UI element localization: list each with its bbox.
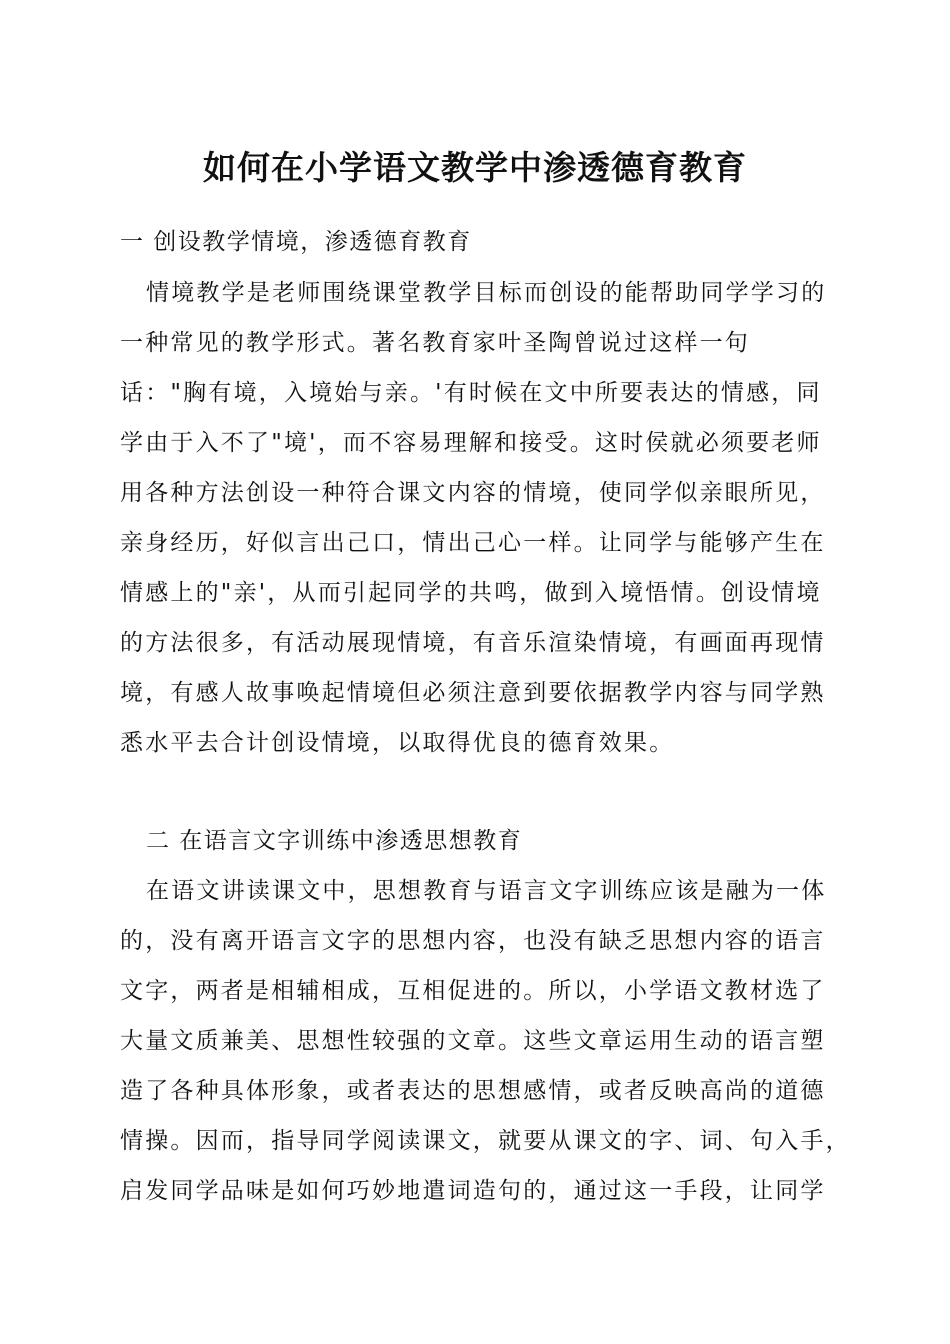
paragraph-line: 造了各种具体形象，或者表达的思想感情，或者反映高尚的道德 — [120, 1078, 826, 1104]
paragraph-line: 大量文质兼美、思想性较强的文章。这些文章运用生动的语言塑 — [120, 1028, 826, 1054]
paragraph-line: 用各种方法创设一种符合课文内容的情境，使同学似亲眼所见， — [120, 480, 826, 506]
paragraph-line: 的，没有离开语言文字的思想内容，也没有缺乏思想内容的语言 — [120, 928, 826, 954]
paragraph-line: 在语文讲读课文中，思想教育与语言文字训练应该是融为一体 — [146, 878, 827, 904]
section-heading-1: 一 创设教学情境，渗透德育教育 — [120, 229, 472, 255]
paragraph-line: 情境教学是老师围绕课堂教学目标而创设的能帮助同学学习的 — [146, 280, 827, 306]
section-heading-2: 二 在语言文字训练中渗透思想教育 — [146, 828, 523, 854]
paragraph-line: 情操。因而，指导同学阅读课文，就要从课文的字、词、句入手， — [120, 1128, 851, 1154]
paragraph-line: 的方法很多，有活动展现情境，有音乐渲染情境，有画面再现情 — [120, 630, 826, 656]
paragraph-line: 一种常见的教学形式。著名教育家叶圣陶曾说过这样一句 — [120, 330, 750, 356]
paragraph-line: 情感上的"亲'，从而引起同学的共鸣，做到入境悟情。创设情境 — [120, 580, 822, 606]
paragraph-line: 话："胸有境，入境始与亲。'有时候在文中所要表达的情感，同 — [120, 380, 822, 406]
paragraph-line: 境，有感人故事唤起情境但必须注意到要依据教学内容与同学熟 — [120, 680, 826, 706]
paragraph-line: 学由于入不了"境'，而不容易理解和接受。这时侯就必须要老师 — [120, 430, 822, 456]
paragraph-line: 启发同学品味是如何巧妙地遣词造句的，通过这一手段，让同学 — [120, 1178, 826, 1204]
paragraph-line: 亲身经历，好似言出己口，情出己心一样。让同学与能够产生在 — [120, 530, 826, 556]
page-title: 如何在小学语文教学中渗透德育教育 — [203, 148, 747, 187]
paragraph-line: 悉水平去合计创设情境，以取得优良的德育效果。 — [120, 730, 675, 756]
paragraph-line: 文字，两者是相辅相成，互相促进的。所以，小学语文教材选了 — [120, 978, 826, 1004]
